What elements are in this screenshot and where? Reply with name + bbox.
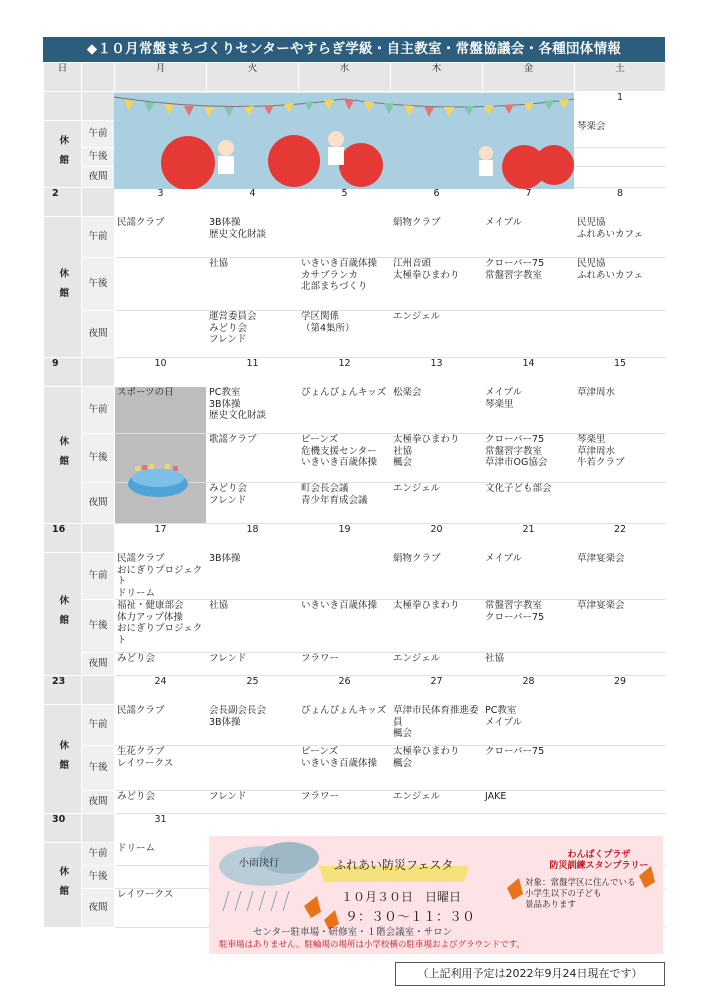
schedule-cell: 運営委員会 みどり会 フレンド [207,311,299,358]
page-title: ◆１０月常盤まちづくりセンターやすらぎ学級・自主教室・常盤協議会・各種団体情報 [43,37,665,62]
date-cell: 16 [44,524,82,553]
date-cell: 25 [207,676,299,705]
schedule-cell: 草津周水 [575,387,666,434]
date-cell: 23 [44,676,82,705]
schedule-cell: 民謡クラブ [115,705,207,746]
schedule-cell: 社協 [483,653,575,676]
date-cell: 20 [391,524,483,553]
schedule-cell [575,746,666,791]
date-cell: 9 [44,358,82,387]
schedule-cell: ドリーム [115,843,207,866]
weekday-tue: 火 [207,63,299,92]
fiesta-date: １０月３０日 日曜日 [341,890,462,904]
period-row [44,791,666,814]
bunting-balls-illustration [114,93,574,189]
period-label: 午後 [82,258,115,311]
schedule-cell: 社協 [207,600,299,653]
weekday-fri: 金 [483,63,575,92]
date-cell: 10 [115,358,207,387]
date-cell: 31 [115,814,207,843]
schedule-cell: レイワークス [115,889,207,928]
period-label: 夜間 [82,311,115,358]
period-row [44,553,666,600]
schedule-cell: ぴょんぴょんキッズ [299,705,391,746]
schedule-cell: 太極拳ひまわり 社協 楓会 [391,434,483,483]
closed-label: 休館 [44,387,82,524]
date-cell: 28 [483,676,575,705]
schedule-cell: ビーンズ 危機支援センター いきいき百歳体操 [299,434,391,483]
period-row [44,705,666,746]
schedule-cell: みどり会 フレンド [207,483,299,524]
schedule-cell [575,167,666,188]
period-row [44,653,666,676]
schedule-cell: 琴楽会 [575,121,666,148]
schedule-cell: クローバー75 常盤習字教室 草津市OG協会 [483,434,575,483]
schedule-cell: 文化子ども部会 [483,483,575,524]
schedule-cell [575,311,666,358]
schedule-cell: 草津市民体育推進委員 楓会 [391,705,483,746]
schedule-cell: 民謡クラブ [115,217,207,258]
period-label: 夜間 [82,791,115,814]
date-cell: 15 [575,358,666,387]
schedule-cell: 草津宴楽会 [575,553,666,600]
date-cell [44,92,82,121]
period-label: 午前 [82,705,115,746]
schedule-cell: 民謡クラブ おにぎりプロジェクト ドリーム [115,553,207,600]
date-cell: 7 [483,188,575,217]
period-row [44,387,666,434]
weekday-thu: 木 [391,63,483,92]
schedule-cell [575,148,666,167]
week-date-row [44,358,666,387]
fiesta-name: ふれあい防災フェスタ [334,858,454,872]
period-label: 午前 [82,387,115,434]
schedule-cell: 琴楽里 草津周水 牛若クラブ [575,434,666,483]
date-cell: 21 [483,524,575,553]
date-cell: 11 [207,358,299,387]
schedule-cell [115,866,207,889]
schedule-cell [575,705,666,746]
schedule-cell [575,483,666,524]
date-cell: 17 [115,524,207,553]
schedule-cell: 社協 [207,258,299,311]
schedule-cell: エンジェル [391,653,483,676]
schedule-cell: 太極拳ひまわり 楓会 [391,746,483,791]
schedule-cell: 会長副会長会 3B体操 [207,705,299,746]
schedule-cell [115,258,207,311]
date-cell: 24 [115,676,207,705]
date-cell: 19 [299,524,391,553]
flag-cake-illustration [125,460,191,500]
schedule-cell: クローバー75 常盤習字教室 [483,258,575,311]
schedule-cell: 生花クラブ レイワークス [115,746,207,791]
schedule-cell: 民児協 ふれあいカフェ [575,217,666,258]
fiesta-time: ９：３０〜１１：３０ [345,910,476,925]
schedule-cell: JAKE [483,791,575,814]
schedule-cell: フラワー [299,791,391,814]
fiesta-place: センター駐車場・研修室・１階会議室・サロン [253,927,453,938]
date-cell: 1 [575,92,666,121]
schedule-cell: みどり会 [115,653,207,676]
period-label: 夜間 [82,483,115,524]
schedule-cell [207,746,299,791]
schedule-cell [483,311,575,358]
schedule-cell: 学区関係 （第4集所） [299,311,391,358]
schedule-cell [115,311,207,358]
period-label: 午前 [82,553,115,600]
weekday-sat: 土 [575,63,666,92]
schedule-cell: 絹物クラブ [391,217,483,258]
schedule-cell: 歌謡クラブ [207,434,299,483]
schedule-cell: メイプル 琴楽里 [483,387,575,434]
schedule-cell: クローバー75 [483,746,575,791]
schedule-cell: 絹物クラブ [391,553,483,600]
week-date-row [44,676,666,705]
schedule-cell [299,217,391,258]
fiesta-badge: 小雨決行 [239,858,279,869]
period-label: 夜間 [82,889,115,928]
weekday-mon: 月 [115,63,207,92]
schedule-cell: 民児協 ふれあいカフェ [575,258,666,311]
period-row [44,217,666,258]
schedule-cell: ビーンズ いきいき百歳体操 [299,746,391,791]
schedule-cell: いきいき百歳体操 [299,600,391,653]
week-date-row [44,188,666,217]
weekday-header [44,63,666,92]
fiesta-warning: 駐車場はありません。駐輪場の場所は小学校横の駐車場およびグラウンドです。 [219,940,525,950]
period-label: 午前 [82,217,115,258]
date-cell: 4 [207,188,299,217]
date-cell: 2 [44,188,82,217]
schedule-cell: フレンド [207,653,299,676]
date-cell: 27 [391,676,483,705]
schedule-cell [299,553,391,600]
period-label: 夜間 [82,167,115,188]
footnote: （上記利用予定は2022年9月24日現在です） [395,962,665,986]
period-row [44,311,666,358]
period-label: 午前 [82,121,115,148]
date-cell: 5 [299,188,391,217]
weekday-sun: 日 [44,63,82,92]
fiesta-side-text: 対象：常盤学区に住んでいる 小学生以下の子ども 景品あります [525,878,636,910]
schedule-cell: メイプル [483,217,575,258]
schedule-cell: スポーツの日 [115,387,207,434]
schedule-cell: エンジェル [391,311,483,358]
bousai-festa-banner [209,836,663,954]
date-cell: 30 [44,814,82,843]
schedule-cell: 常盤習字教室 クローバー75 [483,600,575,653]
schedule-cell: 福祉・健康部会 体力アップ体操 おにぎりプロジェクト [115,600,207,653]
period-label: 午後 [82,434,115,483]
period-label: 午前 [82,843,115,866]
date-cell: 22 [575,524,666,553]
closed-label: 休館 [44,121,82,188]
schedule-cell: 3B体操 歴史文化財談 [207,217,299,258]
weekday-wed: 水 [299,63,391,92]
closed-label: 休館 [44,843,82,928]
period-label: 午後 [82,600,115,653]
schedule-cell: 太極拳ひまわり [391,600,483,653]
date-cell: 8 [575,188,666,217]
schedule-cell: 町会長会議 青少年育成会議 [299,483,391,524]
closed-label: 休館 [44,553,82,676]
date-cell: 14 [483,358,575,387]
schedule-cell: フラワー [299,653,391,676]
date-cell: 29 [575,676,666,705]
date-cell: 26 [299,676,391,705]
cake-icon [125,460,191,500]
schedule-cell: いきいき百歳体操 カサブランカ 北部まちづくり [299,258,391,311]
period-row [44,600,666,653]
schedule-cell: ぴょんぴょんキッズ [299,387,391,434]
schedule-cell: 草津宴楽会 [575,600,666,653]
closed-label: 休館 [44,217,82,358]
schedule-cell: 松楽会 [391,387,483,434]
date-cell: 13 [391,358,483,387]
schedule-cell [575,653,666,676]
schedule-cell: メイプル [483,553,575,600]
schedule-cell: 3B体操 [207,553,299,600]
date-cell: 6 [391,188,483,217]
period-label: 午後 [82,866,115,889]
closed-label: 休館 [44,705,82,814]
schedule-cell: みどり会 [115,791,207,814]
week-date-row [44,524,666,553]
schedule-cell: PC教室 3B体操 歴史文化財談 [207,387,299,434]
date-cell: 18 [207,524,299,553]
schedule-cell [575,791,666,814]
period-label: 午後 [82,148,115,167]
period-label: 午後 [82,746,115,791]
date-cell: 12 [299,358,391,387]
period-label: 夜間 [82,653,115,676]
period-row [44,746,666,791]
schedule-cell: PC教室 メイプル [483,705,575,746]
period-row [44,258,666,311]
fiesta-side-title: わんぱくプラザ 防災訓練スタンプラリー [549,850,649,871]
schedule-cell: エンジェル [391,483,483,524]
date-cell: 3 [115,188,207,217]
schedule-cell: フレンド [207,791,299,814]
schedule-cell: 江州音頭 太極拳ひまわり [391,258,483,311]
schedule-cell: エンジェル [391,791,483,814]
flag-garland-icon [114,93,574,189]
